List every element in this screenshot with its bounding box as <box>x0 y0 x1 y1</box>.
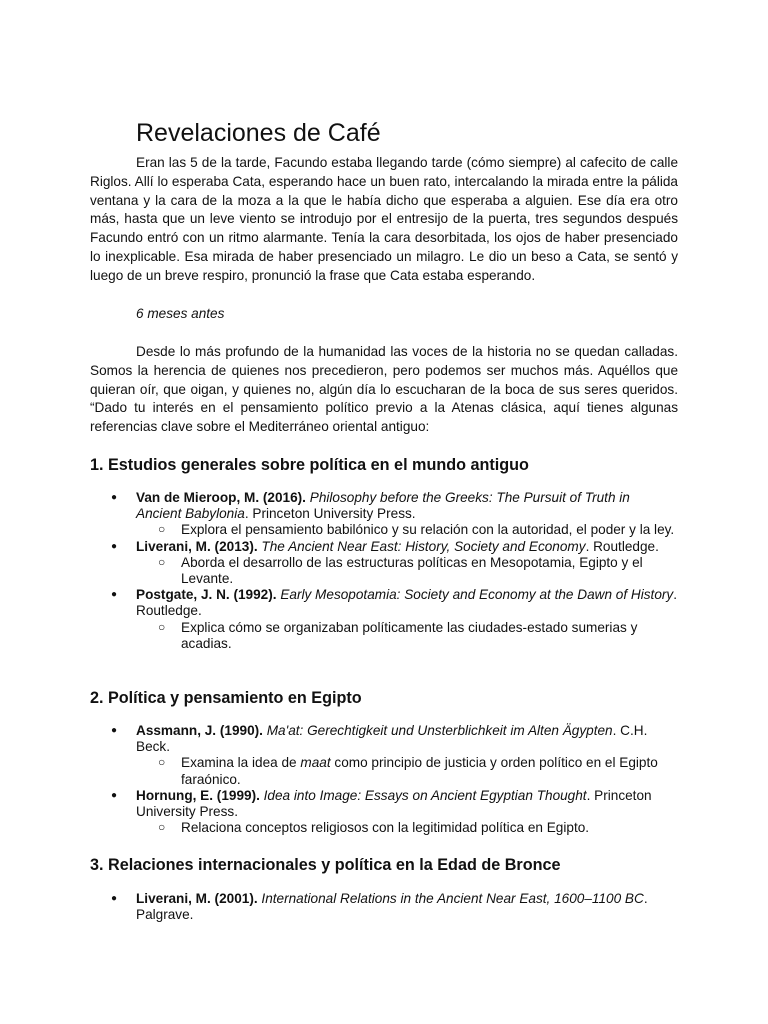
list-item: ○ Aborda el desarrollo de las estructuras políticas en Mesopotamia, Egipto y el Levante. <box>136 555 678 587</box>
reference-list-3 <box>90 891 678 923</box>
section-heading-2: 2. Política y pensamiento en Egipto <box>90 689 362 707</box>
reference-list-1 <box>90 490 678 652</box>
ref-work: Idea into Image: Essays on Ancient Egyptian Thought <box>263 787 587 803</box>
list-item: ○ Examina la idea de maat como principio de justicia y orden político en el Egipto faraónico. <box>136 755 678 787</box>
ref-author: Liverani, M. (2013). <box>136 538 258 554</box>
paragraph-intro: Eran las 5 de la tarde, Facundo estaba llegando tarde (cómo siempre) al cafecito de calle Riglos. Allí lo esperaba Cata, esperando hace un buen rato, intercalando la mirada entre la pálida ventana y la cara de la moza a la que le había dicho que esperaba a alguien. Ese día era otro más, hasta que un leve viento se introdujo por el entresijo de la puerta, tres segundos después Facundo entró con un ritmo alarmante. Tenía la cara desorbitada, los ojos de haber presenciado lo inexplicable. Esa mirada de haber presenciado un milagro. Le dio un beso a Cata, se sentó y luego de un breve respiro, pronunció la frase que Cata estaba esperando. <box>90 155 678 283</box>
paragraph-references-intro: Desde lo más profundo de la humanidad las voces de la historia no se quedan calladas. Somos la herencia de quienes nos precedieron, pero podemos ser muchos más. Aquéllos que quieran oír, que oigan, y quienes no, algún día lo escucharan de la boca de sus seres queridos. “Dado tu interés en el pensamiento político previo a la Atenas clásica, aquí tienes algunas referencias clave sobre el Mediterráneo oriental antiguo: <box>90 344 678 435</box>
list-item <box>90 587 678 652</box>
list-item: ○ Explica cómo se organizaban políticamente las ciudades-estado sumerias y acadias. <box>136 620 678 652</box>
section-heading-3: 3. Relaciones internacionales y política en la Edad de Bronce <box>90 856 561 874</box>
ref-publisher: . Routledge. <box>585 538 659 554</box>
ref-work: The Ancient Near East: History, Society and Economy <box>261 538 586 554</box>
list-item <box>90 490 678 539</box>
ref-work: International Relations in the Ancient Near East, 1600–1100 BC <box>261 891 644 906</box>
ref-publisher: . C.H. Beck. <box>136 723 648 755</box>
ref-publisher: . Palgrave. <box>136 891 648 923</box>
ref-author: Postgate, J. N. (1992). <box>136 587 277 603</box>
ref-author: Van de Mieroop, M. (2016). <box>136 490 306 505</box>
ref-author: Liverani, M. (2001). <box>136 891 258 906</box>
ref-publisher: . Princeton University Press. <box>244 506 416 522</box>
ref-author: Hornung, E. (1999). <box>136 787 260 803</box>
list-item: ○ Relaciona conceptos religiosos con la legitimidad política en Egipto. <box>136 820 678 836</box>
list-item: ○ Explora el pensamiento babilónico y su relación con la autoridad, el poder y la ley. <box>136 522 678 538</box>
time-note: 6 meses antes <box>136 306 225 321</box>
ref-publisher: . Princeton University Press. <box>136 787 652 820</box>
list-item <box>90 539 678 588</box>
list-item <box>90 891 678 923</box>
ref-publisher: . Routledge. <box>136 587 677 619</box>
ref-work: Ma'at: Gerechtigkeit und Unsterblichkeit im Alten Ägypten <box>266 723 613 738</box>
reference-list-2 <box>90 723 678 836</box>
list-item <box>90 723 678 788</box>
document-title: Revelaciones de Café <box>136 119 381 147</box>
ref-work: Philosophy before the Greeks: The Pursuit of Truth in Ancient Babylonia <box>136 490 630 522</box>
list-item <box>90 788 678 837</box>
section-heading-1: 1. Estudios generales sobre política en el mundo antiguo <box>90 456 529 474</box>
ref-author: Assmann, J. (1990). <box>136 723 263 738</box>
ref-work: Early Mesopotamia: Society and Economy at the Dawn of History <box>280 587 674 603</box>
